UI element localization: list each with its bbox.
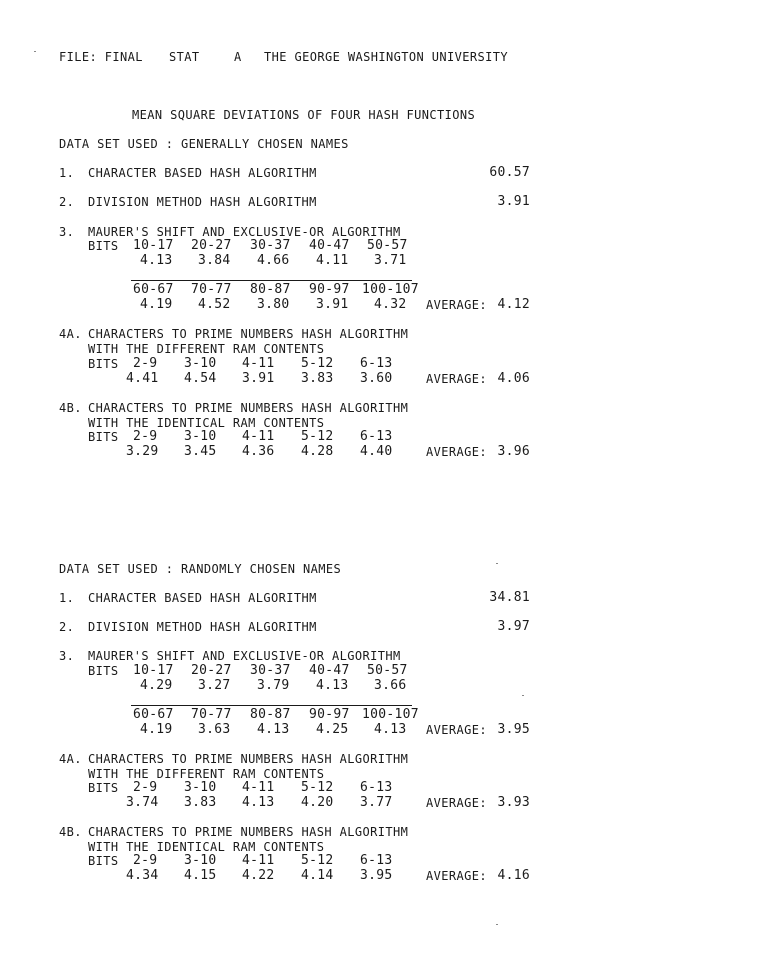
bit-range: 2-9: [133, 429, 158, 444]
bits-label: BITS: [88, 854, 119, 868]
msd-value: 4.15: [184, 868, 217, 883]
msd-value: 4.36: [242, 444, 275, 459]
algorithm-label: DIVISION METHOD HASH ALGORITHM: [88, 195, 317, 209]
average-label: AVERAGE:: [426, 723, 487, 737]
msd-value: 4.13: [242, 795, 275, 810]
bit-range: 4-11: [242, 356, 275, 371]
msd-value: 4.25: [316, 722, 349, 737]
bits-label: BITS: [88, 430, 119, 444]
bit-range: 30-37: [250, 663, 291, 678]
msd-value: 4.13: [257, 722, 290, 737]
algorithm-sublabel: WITH THE DIFFERENT RAM CONTENTS: [88, 342, 325, 356]
bit-range: 10-17: [133, 663, 174, 678]
bit-range: 3-10: [184, 853, 217, 868]
msd-value: 4.13: [316, 678, 349, 693]
bit-range: 40-47: [309, 238, 350, 253]
average-label: AVERAGE:: [426, 445, 487, 459]
algorithm-label: MAURER'S SHIFT AND EXCLUSIVE-OR ALGORITHM: [88, 225, 401, 239]
msd-value: 60.57: [489, 165, 530, 180]
msd-value: 3.74: [126, 795, 159, 810]
msd-value: 4.19: [140, 297, 173, 312]
msd-value: 4.11: [316, 253, 349, 268]
file-label: FILE: FINAL: [59, 50, 143, 64]
bit-range: 2-9: [133, 853, 158, 868]
bit-range: 30-37: [250, 238, 291, 253]
bit-range: 50-57: [367, 663, 408, 678]
bit-range: 5-12: [301, 356, 334, 371]
bit-range: 100-107: [362, 282, 419, 297]
bit-range: 5-12: [301, 429, 334, 444]
bit-range: 6-13: [360, 356, 393, 371]
msd-value: 4.19: [140, 722, 173, 737]
average-value: 3.95: [497, 722, 530, 737]
letter-label: A: [234, 50, 242, 64]
scan-speck: [496, 563, 498, 564]
bit-range: 20-27: [191, 238, 232, 253]
bit-range: 2-9: [133, 780, 158, 795]
average-value: 4.12: [497, 297, 530, 312]
algorithm-sublabel: WITH THE IDENTICAL RAM CONTENTS: [88, 840, 325, 854]
msd-value: 3.97: [497, 619, 530, 634]
bit-range: 90-97: [309, 282, 350, 297]
msd-value: 3.91: [316, 297, 349, 312]
item-number: 2.: [59, 195, 75, 209]
bit-range: 80-87: [250, 707, 291, 722]
msd-value: 4.41: [126, 371, 159, 386]
msd-value: 4.20: [301, 795, 334, 810]
msd-value: 3.77: [360, 795, 393, 810]
msd-value: 3.66: [374, 678, 407, 693]
item-number: 3.: [59, 225, 75, 239]
bit-range: 4-11: [242, 853, 275, 868]
bits-label: BITS: [88, 357, 119, 371]
average-value: 3.93: [497, 795, 530, 810]
item-number: 4B.: [59, 825, 82, 839]
bit-range: 6-13: [360, 780, 393, 795]
bit-range: 3-10: [184, 429, 217, 444]
bits-label: BITS: [88, 664, 119, 678]
item-number: 2.: [59, 620, 75, 634]
bit-range: 4-11: [242, 429, 275, 444]
msd-value: 3.79: [257, 678, 290, 693]
msd-value: 3.27: [198, 678, 231, 693]
msd-value: 3.95: [360, 868, 393, 883]
bit-range: 10-17: [133, 238, 174, 253]
algorithm-label: MAURER'S SHIFT AND EXCLUSIVE-OR ALGORITHM: [88, 649, 401, 663]
data-set-heading: DATA SET USED : GENERALLY CHOSEN NAMES: [59, 137, 349, 151]
bit-range: 4-11: [242, 780, 275, 795]
msd-value: 4.54: [184, 371, 217, 386]
item-number: 4A.: [59, 752, 82, 766]
bit-range: 2-9: [133, 356, 158, 371]
bit-range: 70-77: [191, 707, 232, 722]
item-number: 4B.: [59, 401, 82, 415]
msd-value: 3.91: [242, 371, 275, 386]
bit-range: 100-107: [362, 707, 419, 722]
bit-range: 5-12: [301, 853, 334, 868]
bits-label: BITS: [88, 239, 119, 253]
msd-value: 34.81: [489, 590, 530, 605]
bit-range: 3-10: [184, 356, 217, 371]
item-number: 4A.: [59, 327, 82, 341]
average-label: AVERAGE:: [426, 298, 487, 312]
item-number: 1.: [59, 166, 75, 180]
msd-value: 4.14: [301, 868, 334, 883]
msd-value: 4.28: [301, 444, 334, 459]
average-value: 3.96: [497, 444, 530, 459]
msd-value: 3.71: [374, 253, 407, 268]
msd-value: 4.22: [242, 868, 275, 883]
average-label: AVERAGE:: [426, 796, 487, 810]
item-number: 1.: [59, 591, 75, 605]
algorithm-label: DIVISION METHOD HASH ALGORITHM: [88, 620, 317, 634]
bit-range: 80-87: [250, 282, 291, 297]
algorithm-label: CHARACTERS TO PRIME NUMBERS HASH ALGORITHM: [88, 752, 409, 766]
scan-speck: [34, 51, 36, 52]
bit-range: 3-10: [184, 780, 217, 795]
msd-value: 4.40: [360, 444, 393, 459]
bit-range: 60-67: [133, 707, 174, 722]
msd-value: 3.63: [198, 722, 231, 737]
bit-range: 90-97: [309, 707, 350, 722]
scan-speck: [522, 695, 524, 696]
msd-value: 3.83: [301, 371, 334, 386]
msd-value: 3.80: [257, 297, 290, 312]
msd-value: 3.84: [198, 253, 231, 268]
bit-range: 60-67: [133, 282, 174, 297]
bit-range: 70-77: [191, 282, 232, 297]
algorithm-label: CHARACTER BASED HASH ALGORITHM: [88, 166, 317, 180]
algorithm-label: CHARACTER BASED HASH ALGORITHM: [88, 591, 317, 605]
algorithm-sublabel: WITH THE IDENTICAL RAM CONTENTS: [88, 416, 325, 430]
msd-value: 3.29: [126, 444, 159, 459]
bit-range: 5-12: [301, 780, 334, 795]
bit-range: 6-13: [360, 429, 393, 444]
msd-value: 3.91: [497, 194, 530, 209]
average-label: AVERAGE:: [426, 372, 487, 386]
algorithm-label: CHARACTERS TO PRIME NUMBERS HASH ALGORITHM: [88, 825, 409, 839]
algorithm-label: CHARACTERS TO PRIME NUMBERS HASH ALGORITHM: [88, 401, 409, 415]
table-divider: [131, 280, 412, 281]
page-title: MEAN SQUARE DEVIATIONS OF FOUR HASH FUNCTIONS: [132, 108, 476, 122]
stat-label: STAT: [169, 50, 200, 64]
average-value: 4.06: [497, 371, 530, 386]
msd-value: 4.66: [257, 253, 290, 268]
bits-label: BITS: [88, 781, 119, 795]
data-set-heading: DATA SET USED : RANDOMLY CHOSEN NAMES: [59, 562, 342, 576]
msd-value: 3.60: [360, 371, 393, 386]
bit-range: 6-13: [360, 853, 393, 868]
average-value: 4.16: [497, 868, 530, 883]
scan-speck: [496, 924, 498, 925]
msd-value: 4.32: [374, 297, 407, 312]
table-divider: [131, 705, 412, 706]
algorithm-sublabel: WITH THE DIFFERENT RAM CONTENTS: [88, 767, 325, 781]
average-label: AVERAGE:: [426, 869, 487, 883]
msd-value: 4.34: [126, 868, 159, 883]
msd-value: 3.83: [184, 795, 217, 810]
msd-value: 3.45: [184, 444, 217, 459]
algorithm-label: CHARACTERS TO PRIME NUMBERS HASH ALGORITHM: [88, 327, 409, 341]
item-number: 3.: [59, 649, 75, 663]
msd-value: 4.13: [140, 253, 173, 268]
msd-value: 4.29: [140, 678, 173, 693]
bit-range: 50-57: [367, 238, 408, 253]
bit-range: 40-47: [309, 663, 350, 678]
msd-value: 4.13: [374, 722, 407, 737]
bit-range: 20-27: [191, 663, 232, 678]
msd-value: 4.52: [198, 297, 231, 312]
institution-label: THE GEORGE WASHINGTON UNIVERSITY: [264, 50, 508, 64]
